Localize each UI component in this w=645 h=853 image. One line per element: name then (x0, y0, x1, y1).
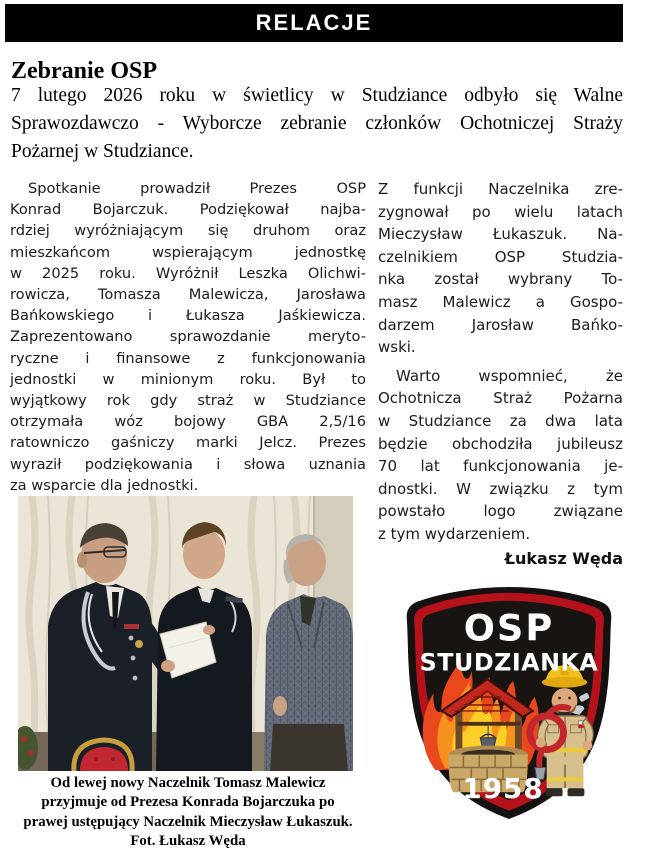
article-title: Zebranie OSP (11, 58, 158, 85)
osp-studzianka-badge (397, 584, 622, 822)
photo-caption: Od lewej nowy Naczelnik Tomasz Malewicz przyjmuje od Prezesa Konrada Bojarczuka po prawej ustępujący Naczelnik Mieczysław Łukaszuk. Fot. Łukasz Węda (23, 775, 353, 850)
badge-year: 1958 (462, 771, 544, 805)
right-column (378, 178, 623, 822)
right-paragraph-2: Warto wspomnieć, że Ochotnicza Straż Pożarna w Studziance za dwa lata będzie obchodziła jubileusz 70 lat funkcjonowania je- dnostki. W związku z tym powstało logo związane z tym wydarzeniem. (378, 366, 623, 543)
badge-line2: STUDZIANKA (419, 647, 599, 676)
banner-title: RELACJE (255, 10, 373, 35)
meeting-photo-illustration (18, 496, 353, 771)
left-paragraph: Spotkanie prowadził Prezes OSP Konrad Bojarczuk. Podziękował najba- rdziej wyróżniającym się druhom oraz mieszkańcom wspierającym jednostkę w 2025 roku. Wyróżnił Leszka Olichwi- rowicza, Tomasza Malewicza, Jarosława Bańkowskiego i Łukasza Jaśkiewicza. Zaprezentowano sprawozdanie meryto- ryczne i finansowe z funkcjonowania jednostki w minionym roku. Był to wyjątkowy rok gdy straż w Studziance otrzymała wóz bojowy GBA 2,5/16 ratowniczo gaśniczy marki Jelcz. Prezes wyraził podziękowania i słowa uznania za wsparcie dla jednostki. (10, 180, 366, 494)
right-paragraph-1: Z funkcji Naczelnika zre- zygnował po wielu latach Mieczysław Łukaszuk. Na- czelnikiem OSP Studzia- nka został wybrany To- masz Malewicz a Gospo- darzem Jarosław Bańko- wski. (378, 180, 623, 357)
intro-paragraph: 7 lutego 2026 roku w świetlicy w Studziance odbyło się Walne Sprawozdawczo - Wyborcze zebranie członków Ochotniczej Straży Pożarnej w Studziance. (11, 85, 623, 162)
meeting-photo (18, 496, 353, 771)
relacje-banner (5, 4, 623, 42)
left-column (10, 178, 366, 852)
author-byline: Łukasz Węda (504, 548, 623, 568)
badge-illustration (397, 584, 622, 822)
badge-line1: OSP (463, 606, 555, 650)
